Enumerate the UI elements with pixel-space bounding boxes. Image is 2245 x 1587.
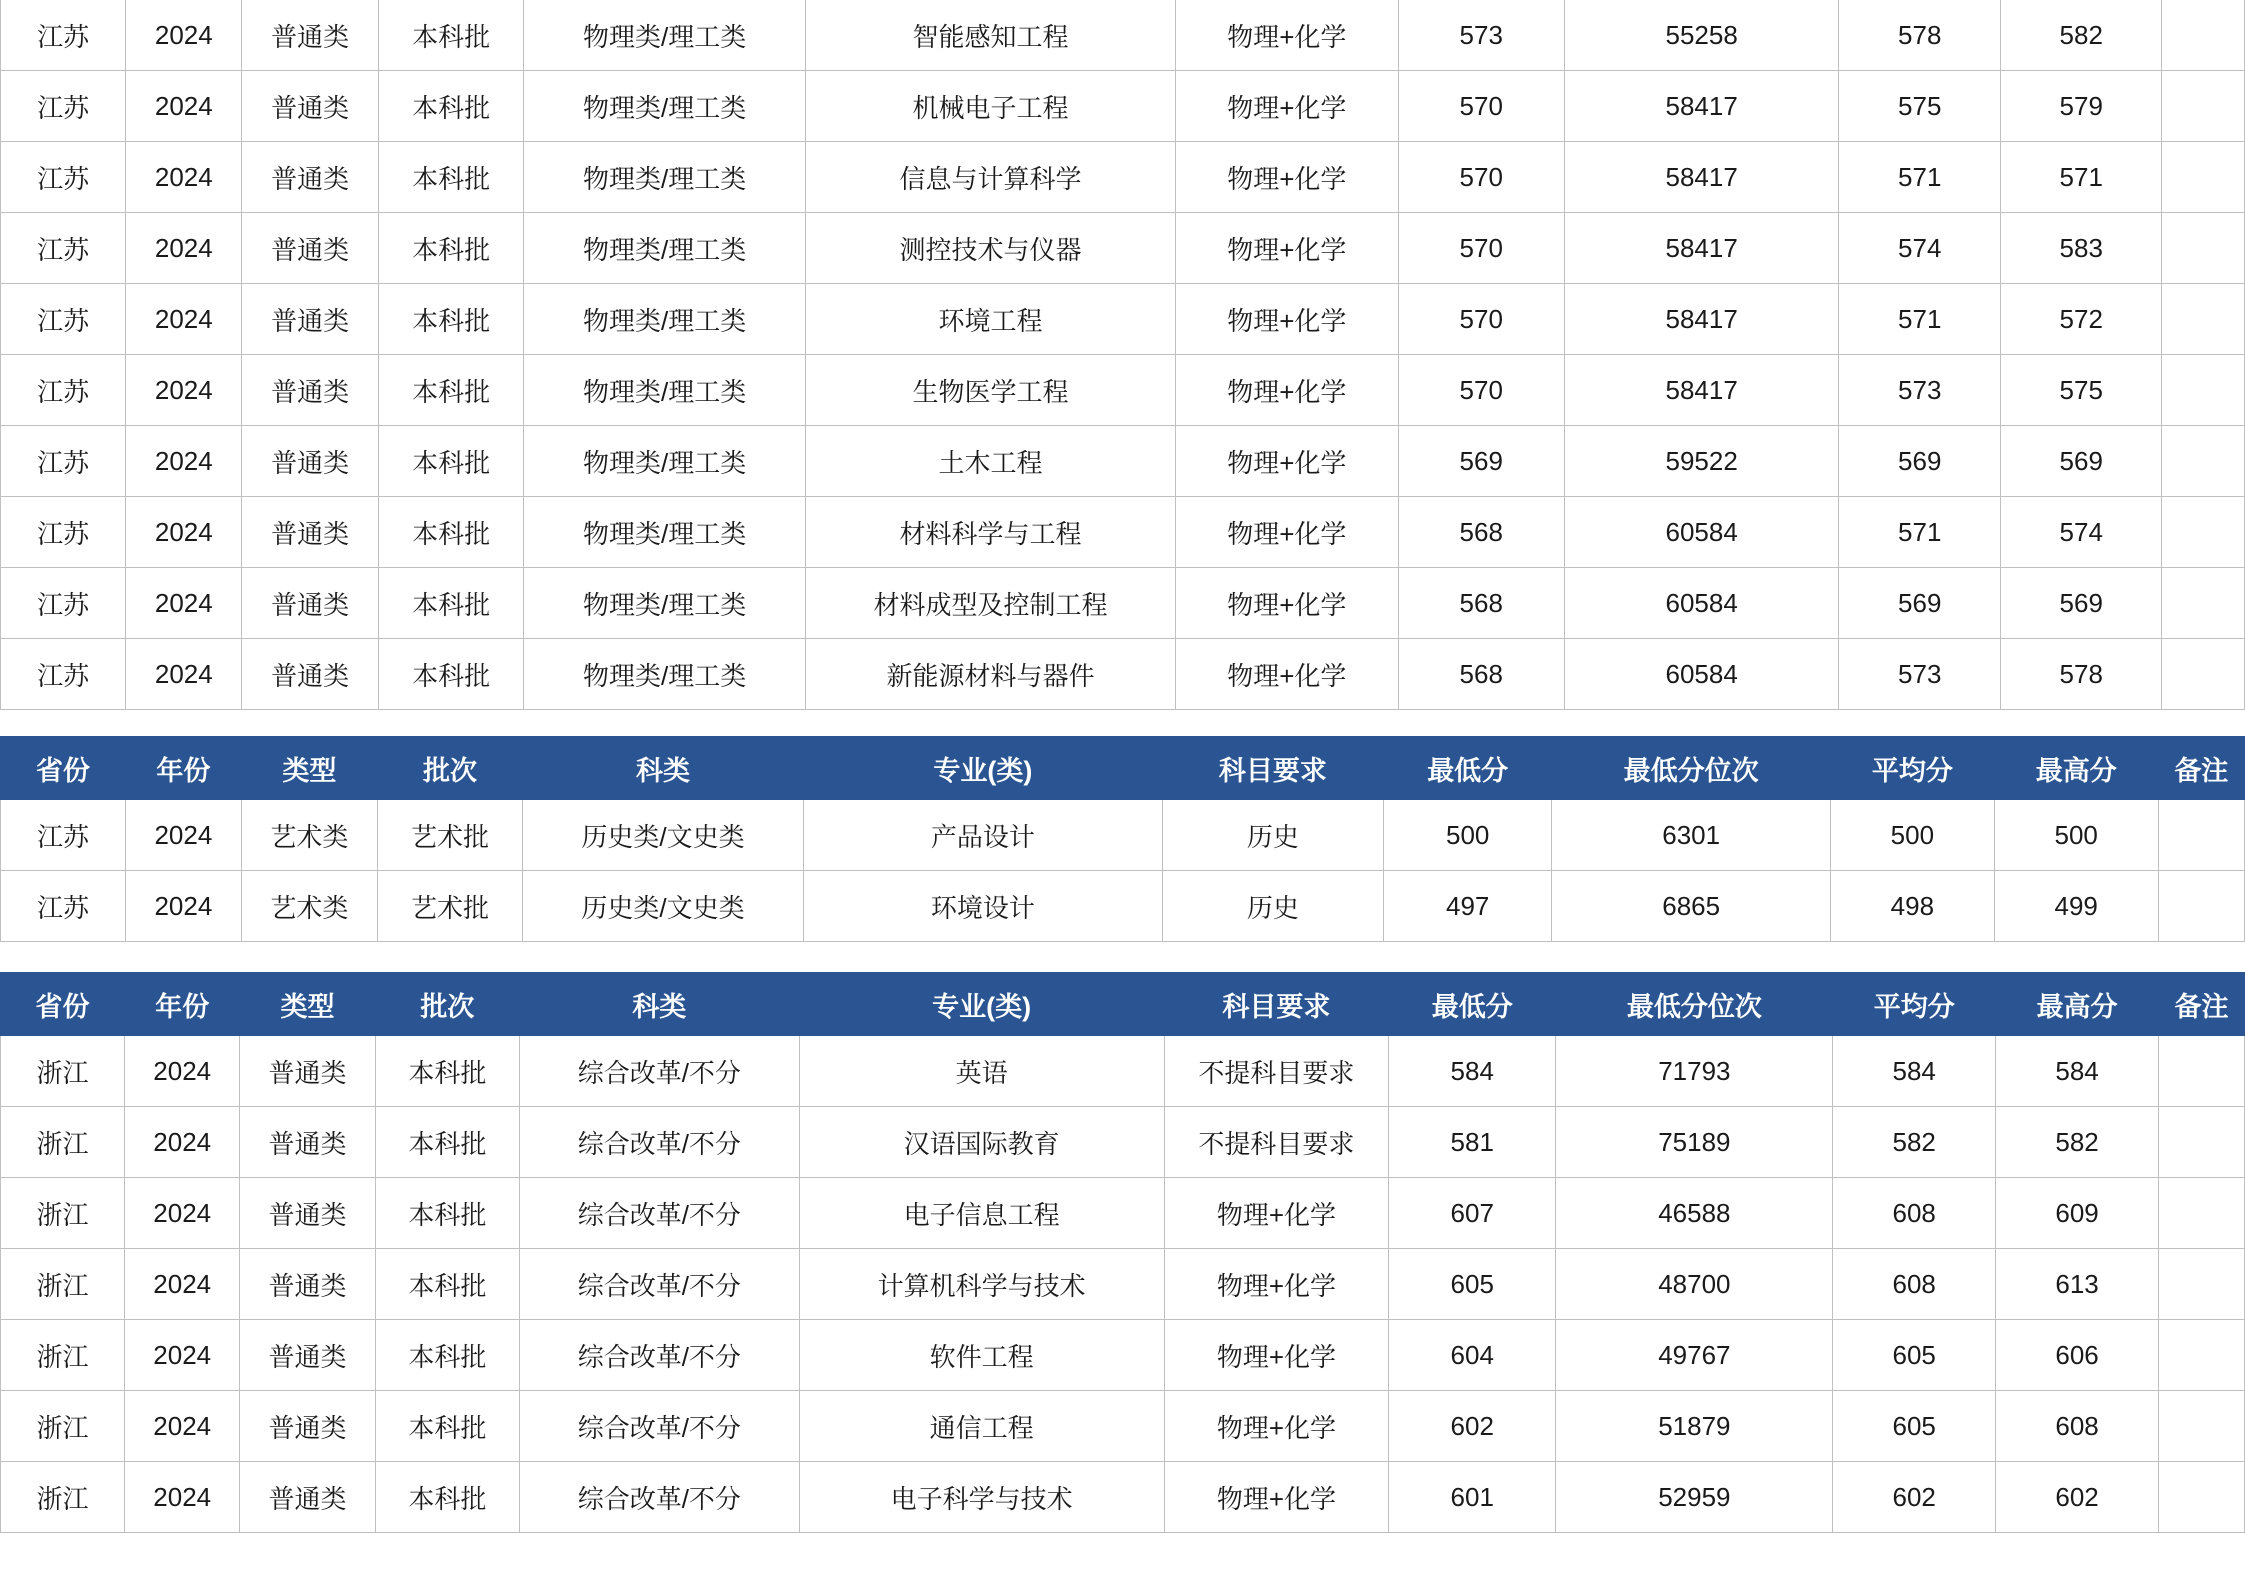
cell-batch: 本科批 (378, 355, 524, 426)
cell-major: 电子信息工程 (799, 1178, 1164, 1249)
cell-avg-score: 500 (1830, 800, 1994, 871)
header-avg-score: 平均分 (1830, 737, 1994, 800)
cell-subject-requirement: 不提科目要求 (1164, 1107, 1388, 1178)
table-row (1, 426, 2245, 497)
header-min-rank: 最低分位次 (1552, 737, 1831, 800)
cell-min-score: 602 (1389, 1391, 1556, 1462)
cell-remark (2162, 355, 2245, 426)
cell-province: 江苏 (1, 142, 126, 213)
header-min-rank: 最低分位次 (1556, 973, 1833, 1036)
table-body (1, 1036, 2245, 1533)
cell-remark (2162, 284, 2245, 355)
cell-avg-score: 573 (1839, 355, 2001, 426)
cell-major: 英语 (799, 1036, 1164, 1107)
cell-max-score: 578 (2000, 639, 2162, 710)
cell-year: 2024 (125, 1320, 240, 1391)
cell-min-rank: 71793 (1556, 1036, 1833, 1107)
cell-province: 江苏 (1, 568, 126, 639)
cell-province: 浙江 (1, 1107, 125, 1178)
header-min-score: 最低分 (1389, 973, 1556, 1036)
cell-remark (2162, 71, 2245, 142)
table-row (1, 568, 2245, 639)
header-min-score: 最低分 (1383, 737, 1551, 800)
cell-max-score: 569 (2000, 426, 2162, 497)
cell-remark (2159, 1320, 2245, 1391)
cell-avg-score: 582 (1833, 1107, 1996, 1178)
cell-remark (2158, 800, 2244, 871)
cell-type: 艺术类 (241, 800, 377, 871)
table-row (1, 800, 2245, 871)
cell-province: 江苏 (1, 871, 126, 942)
cell-subject-category: 历史类/文史类 (523, 871, 804, 942)
table-jiangsu-yishu (0, 736, 2245, 942)
cell-min-score: 601 (1389, 1462, 1556, 1533)
table-header (1, 973, 2245, 1036)
header-type: 类型 (241, 737, 377, 800)
cell-min-score: 568 (1398, 639, 1564, 710)
cell-subject-requirement: 物理+化学 (1164, 1320, 1388, 1391)
cell-major: 生物医学工程 (805, 355, 1175, 426)
header-year: 年份 (125, 973, 240, 1036)
cell-year: 2024 (125, 800, 241, 871)
cell-batch: 本科批 (378, 568, 524, 639)
cell-avg-score: 578 (1839, 0, 2001, 71)
cell-province: 江苏 (1, 800, 126, 871)
cell-avg-score: 575 (1839, 71, 2001, 142)
cell-year: 2024 (125, 1462, 240, 1533)
cell-min-score: 581 (1389, 1107, 1556, 1178)
table-row (1, 0, 2245, 71)
cell-province: 江苏 (1, 639, 126, 710)
table-body (1, 0, 2245, 710)
table-row (1, 871, 2245, 942)
cell-year: 2024 (126, 0, 242, 71)
cell-min-score: 497 (1383, 871, 1551, 942)
cell-province: 江苏 (1, 284, 126, 355)
cell-min-rank: 58417 (1564, 71, 1839, 142)
cell-subject-category: 物理类/理工类 (524, 568, 806, 639)
cell-min-rank: 51879 (1556, 1391, 1833, 1462)
cell-type: 普通类 (240, 1320, 375, 1391)
cell-remark (2162, 426, 2245, 497)
cell-subject-category: 物理类/理工类 (524, 639, 806, 710)
cell-batch: 本科批 (378, 426, 524, 497)
table-row (1, 639, 2245, 710)
cell-year: 2024 (125, 1178, 240, 1249)
cell-batch: 本科批 (378, 142, 524, 213)
table-row (1, 1036, 2245, 1107)
cell-subject-category: 物理类/理工类 (524, 0, 806, 71)
cell-remark (2158, 871, 2244, 942)
table-row (1, 1178, 2245, 1249)
cell-year: 2024 (126, 213, 242, 284)
cell-batch: 艺术批 (377, 800, 522, 871)
cell-subject-requirement: 物理+化学 (1175, 497, 1398, 568)
cell-major: 机械电子工程 (805, 71, 1175, 142)
cell-max-score: 582 (1996, 1107, 2159, 1178)
cell-subject-category: 物理类/理工类 (524, 142, 806, 213)
cell-avg-score: 571 (1839, 284, 2001, 355)
cell-max-score: 584 (1996, 1036, 2159, 1107)
cell-remark (2159, 1107, 2245, 1178)
cell-remark (2159, 1462, 2245, 1533)
table-row (1, 1462, 2245, 1533)
header-remark: 备注 (2158, 737, 2244, 800)
cell-remark (2162, 639, 2245, 710)
cell-major: 通信工程 (799, 1391, 1164, 1462)
cell-major: 材料科学与工程 (805, 497, 1175, 568)
cell-type: 普通类 (240, 1249, 375, 1320)
cell-batch: 本科批 (375, 1107, 519, 1178)
cell-subject-requirement: 物理+化学 (1164, 1462, 1388, 1533)
header-type: 类型 (240, 973, 375, 1036)
cell-max-score: 500 (1994, 800, 2158, 871)
cell-subject-requirement: 不提科目要求 (1164, 1036, 1388, 1107)
table-spacer (0, 710, 2245, 736)
header-subject-requirement: 科目要求 (1164, 973, 1388, 1036)
cell-major: 软件工程 (799, 1320, 1164, 1391)
cell-avg-score: 608 (1833, 1178, 1996, 1249)
cell-type: 普通类 (242, 213, 378, 284)
table-row (1, 213, 2245, 284)
cell-batch: 本科批 (375, 1462, 519, 1533)
cell-type: 普通类 (240, 1178, 375, 1249)
cell-max-score: 499 (1994, 871, 2158, 942)
header-row (1, 737, 2245, 800)
header-max-score: 最高分 (1994, 737, 2158, 800)
cell-min-score: 500 (1383, 800, 1551, 871)
cell-avg-score: 584 (1833, 1036, 1996, 1107)
cell-min-rank: 52959 (1556, 1462, 1833, 1533)
cell-province: 浙江 (1, 1391, 125, 1462)
cell-province: 江苏 (1, 355, 126, 426)
cell-province: 江苏 (1, 213, 126, 284)
cell-subject-category: 物理类/理工类 (524, 213, 806, 284)
cell-min-rank: 75189 (1556, 1107, 1833, 1178)
cell-min-score: 604 (1389, 1320, 1556, 1391)
cell-year: 2024 (126, 355, 242, 426)
cell-type: 普通类 (240, 1107, 375, 1178)
cell-batch: 本科批 (375, 1320, 519, 1391)
cell-remark (2159, 1178, 2245, 1249)
cell-major: 智能感知工程 (805, 0, 1175, 71)
cell-subject-category: 综合改革/不分 (520, 1107, 799, 1178)
cell-subject-requirement: 历史 (1162, 871, 1383, 942)
header-batch: 批次 (377, 737, 522, 800)
cell-subject-requirement: 物理+化学 (1164, 1178, 1388, 1249)
cell-max-score: 613 (1996, 1249, 2159, 1320)
cell-avg-score: 605 (1833, 1391, 1996, 1462)
cell-min-score: 584 (1389, 1036, 1556, 1107)
cell-subject-requirement: 物理+化学 (1164, 1391, 1388, 1462)
cell-min-rank: 59522 (1564, 426, 1839, 497)
cell-avg-score: 573 (1839, 639, 2001, 710)
cell-min-score: 568 (1398, 497, 1564, 568)
cell-remark (2162, 0, 2245, 71)
cell-subject-category: 综合改革/不分 (520, 1249, 799, 1320)
table-row (1, 142, 2245, 213)
cell-min-rank: 60584 (1564, 639, 1839, 710)
cell-subject-category: 综合改革/不分 (520, 1178, 799, 1249)
cell-batch: 本科批 (378, 284, 524, 355)
cell-min-score: 568 (1398, 568, 1564, 639)
cell-province: 江苏 (1, 497, 126, 568)
cell-batch: 本科批 (375, 1178, 519, 1249)
cell-remark (2162, 568, 2245, 639)
cell-min-rank: 46588 (1556, 1178, 1833, 1249)
cell-max-score: 608 (1996, 1391, 2159, 1462)
header-province: 省份 (1, 973, 125, 1036)
cell-min-rank: 58417 (1564, 142, 1839, 213)
cell-min-rank: 48700 (1556, 1249, 1833, 1320)
table-row (1, 497, 2245, 568)
cell-province: 浙江 (1, 1320, 125, 1391)
cell-year: 2024 (125, 871, 241, 942)
cell-province: 江苏 (1, 71, 126, 142)
cell-major: 汉语国际教育 (799, 1107, 1164, 1178)
table-jiangsu-putong-continued (0, 0, 2245, 710)
cell-batch: 本科批 (375, 1391, 519, 1462)
header-major: 专业(类) (803, 737, 1162, 800)
cell-min-score: 570 (1398, 355, 1564, 426)
cell-subject-requirement: 物理+化学 (1175, 284, 1398, 355)
cell-province: 浙江 (1, 1462, 125, 1533)
header-province: 省份 (1, 737, 126, 800)
cell-batch: 本科批 (378, 497, 524, 568)
table-row (1, 71, 2245, 142)
cell-avg-score: 571 (1839, 497, 2001, 568)
cell-subject-requirement: 物理+化学 (1175, 213, 1398, 284)
cell-avg-score: 498 (1830, 871, 1994, 942)
cell-batch: 本科批 (375, 1036, 519, 1107)
cell-min-score: 570 (1398, 284, 1564, 355)
cell-max-score: 606 (1996, 1320, 2159, 1391)
cell-min-rank: 58417 (1564, 355, 1839, 426)
cell-min-rank: 55258 (1564, 0, 1839, 71)
cell-subject-category: 物理类/理工类 (524, 355, 806, 426)
cell-type: 普通类 (242, 284, 378, 355)
cell-min-score: 607 (1389, 1178, 1556, 1249)
cell-subject-requirement: 物理+化学 (1175, 568, 1398, 639)
cell-subject-category: 综合改革/不分 (520, 1391, 799, 1462)
cell-major: 产品设计 (803, 800, 1162, 871)
cell-min-rank: 60584 (1564, 568, 1839, 639)
cell-avg-score: 605 (1833, 1320, 1996, 1391)
cell-remark (2162, 213, 2245, 284)
cell-province: 江苏 (1, 0, 126, 71)
table-row (1, 1107, 2245, 1178)
cell-year: 2024 (125, 1391, 240, 1462)
cell-type: 普通类 (242, 426, 378, 497)
cell-year: 2024 (125, 1036, 240, 1107)
cell-year: 2024 (125, 1249, 240, 1320)
cell-min-score: 570 (1398, 213, 1564, 284)
cell-max-score: 602 (1996, 1462, 2159, 1533)
cell-max-score: 609 (1996, 1178, 2159, 1249)
cell-batch: 本科批 (378, 213, 524, 284)
cell-subject-requirement: 物理+化学 (1175, 142, 1398, 213)
header-batch: 批次 (375, 973, 519, 1036)
cell-year: 2024 (126, 142, 242, 213)
cell-subject-requirement: 历史 (1162, 800, 1383, 871)
table-spacer (0, 942, 2245, 972)
cell-year: 2024 (125, 1107, 240, 1178)
cell-province: 江苏 (1, 426, 126, 497)
cell-year: 2024 (126, 568, 242, 639)
cell-avg-score: 569 (1839, 568, 2001, 639)
cell-type: 普通类 (242, 639, 378, 710)
cell-major: 计算机科学与技术 (799, 1249, 1164, 1320)
cell-year: 2024 (126, 71, 242, 142)
cell-subject-category: 物理类/理工类 (524, 426, 806, 497)
table-row (1, 355, 2245, 426)
cell-min-rank: 6865 (1552, 871, 1831, 942)
cell-max-score: 571 (2000, 142, 2162, 213)
cell-subject-requirement: 物理+化学 (1175, 426, 1398, 497)
cell-year: 2024 (126, 284, 242, 355)
header-subject-category: 科类 (523, 737, 804, 800)
cell-min-score: 570 (1398, 142, 1564, 213)
cell-type: 普通类 (242, 497, 378, 568)
cell-remark (2159, 1249, 2245, 1320)
cell-type: 普通类 (240, 1036, 375, 1107)
cell-avg-score: 602 (1833, 1462, 1996, 1533)
cell-subject-category: 综合改革/不分 (520, 1320, 799, 1391)
cell-type: 普通类 (242, 0, 378, 71)
cell-subject-category: 物理类/理工类 (524, 497, 806, 568)
cell-type: 普通类 (240, 1462, 375, 1533)
cell-min-score: 569 (1398, 426, 1564, 497)
cell-remark (2159, 1036, 2245, 1107)
header-max-score: 最高分 (1996, 973, 2159, 1036)
cell-max-score: 582 (2000, 0, 2162, 71)
cell-province: 浙江 (1, 1036, 125, 1107)
cell-avg-score: 569 (1839, 426, 2001, 497)
cell-type: 普通类 (240, 1391, 375, 1462)
table-body (1, 800, 2245, 942)
cell-major: 材料成型及控制工程 (805, 568, 1175, 639)
cell-remark (2162, 497, 2245, 568)
cell-subject-category: 历史类/文史类 (523, 800, 804, 871)
cell-batch: 艺术批 (377, 871, 522, 942)
cell-min-score: 573 (1398, 0, 1564, 71)
cell-min-score: 605 (1389, 1249, 1556, 1320)
cell-min-rank: 6301 (1552, 800, 1831, 871)
cell-type: 普通类 (242, 355, 378, 426)
cell-major: 环境工程 (805, 284, 1175, 355)
table-row (1, 1320, 2245, 1391)
header-subject-category: 科类 (520, 973, 799, 1036)
cell-type: 普通类 (242, 71, 378, 142)
cell-subject-requirement: 物理+化学 (1175, 71, 1398, 142)
cell-max-score: 572 (2000, 284, 2162, 355)
cell-major: 信息与计算科学 (805, 142, 1175, 213)
cell-avg-score: 574 (1839, 213, 2001, 284)
cell-min-rank: 58417 (1564, 284, 1839, 355)
header-avg-score: 平均分 (1833, 973, 1996, 1036)
cell-province: 浙江 (1, 1249, 125, 1320)
cell-type: 普通类 (242, 142, 378, 213)
cell-subject-category: 物理类/理工类 (524, 71, 806, 142)
cell-year: 2024 (126, 497, 242, 568)
cell-year: 2024 (126, 426, 242, 497)
cell-batch: 本科批 (375, 1249, 519, 1320)
cell-min-rank: 60584 (1564, 497, 1839, 568)
table-zhejiang-putong (0, 972, 2245, 1533)
cell-max-score: 579 (2000, 71, 2162, 142)
cell-remark (2159, 1391, 2245, 1462)
cell-batch: 本科批 (378, 0, 524, 71)
cell-batch: 本科批 (378, 71, 524, 142)
cell-subject-requirement: 物理+化学 (1175, 355, 1398, 426)
cell-major: 电子科学与技术 (799, 1462, 1164, 1533)
cell-avg-score: 608 (1833, 1249, 1996, 1320)
table-header (1, 737, 2245, 800)
cell-type: 艺术类 (241, 871, 377, 942)
cell-max-score: 574 (2000, 497, 2162, 568)
cell-subject-category: 综合改革/不分 (520, 1462, 799, 1533)
cell-subject-requirement: 物理+化学 (1164, 1249, 1388, 1320)
cell-province: 浙江 (1, 1178, 125, 1249)
header-row (1, 973, 2245, 1036)
cell-min-rank: 58417 (1564, 213, 1839, 284)
cell-min-rank: 49767 (1556, 1320, 1833, 1391)
cell-min-score: 570 (1398, 71, 1564, 142)
table-row (1, 1391, 2245, 1462)
cell-subject-requirement: 物理+化学 (1175, 0, 1398, 71)
cell-major: 环境设计 (803, 871, 1162, 942)
cell-subject-category: 物理类/理工类 (524, 284, 806, 355)
cell-batch: 本科批 (378, 639, 524, 710)
header-major: 专业(类) (799, 973, 1164, 1036)
cell-remark (2162, 142, 2245, 213)
cell-avg-score: 571 (1839, 142, 2001, 213)
cell-major: 土木工程 (805, 426, 1175, 497)
cell-max-score: 575 (2000, 355, 2162, 426)
header-remark: 备注 (2159, 973, 2245, 1036)
cell-max-score: 583 (2000, 213, 2162, 284)
header-year: 年份 (125, 737, 241, 800)
cell-subject-category: 综合改革/不分 (520, 1036, 799, 1107)
cell-year: 2024 (126, 639, 242, 710)
cell-type: 普通类 (242, 568, 378, 639)
table-row (1, 284, 2245, 355)
header-subject-requirement: 科目要求 (1162, 737, 1383, 800)
cell-major: 测控技术与仪器 (805, 213, 1175, 284)
cell-subject-requirement: 物理+化学 (1175, 639, 1398, 710)
table-row (1, 1249, 2245, 1320)
cell-major: 新能源材料与器件 (805, 639, 1175, 710)
cell-max-score: 569 (2000, 568, 2162, 639)
